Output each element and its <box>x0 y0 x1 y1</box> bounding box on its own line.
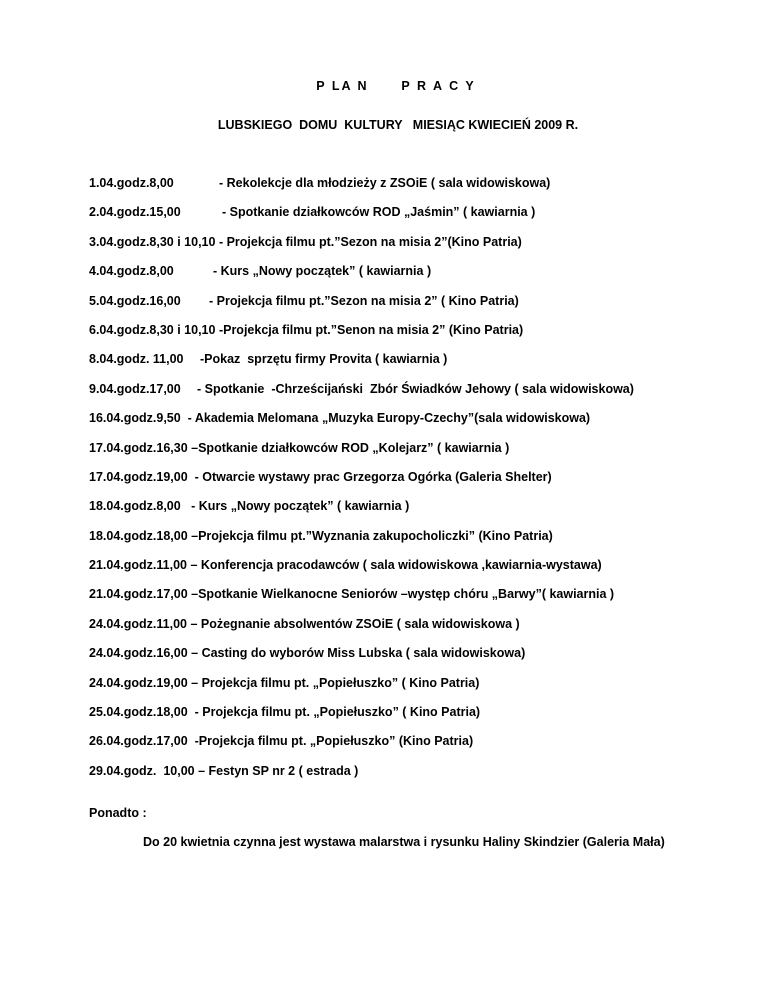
schedule-entry <box>89 382 634 411</box>
entry-date: 26.04.godz.17,00 <box>89 734 195 749</box>
schedule-entry <box>89 705 634 734</box>
schedule-entry <box>89 764 634 793</box>
entry-date: 3.04.godz.8,30 i 10,10 <box>89 234 219 249</box>
entry-date: 18.04.godz.18,00 <box>89 528 192 543</box>
entry-date: 21.04.godz.17,00 <box>89 587 192 602</box>
entry-description: -Projekcja filmu pt.”Senon na misia 2” (Kino Patria) <box>218 322 524 337</box>
schedule-entry <box>89 499 634 528</box>
entry-description: - Akademia Melomana „Muzyka Europy-Czechy”(sala widowiskowa) <box>187 411 591 426</box>
entry-description: –Spotkanie Wielkanocne Seniorów –występ chóru „Barwy”( kawiarnia ) <box>191 587 615 602</box>
schedule-entry <box>89 734 634 763</box>
entry-description: - Kurs „Nowy początek” ( kawiarnia ) <box>191 499 410 514</box>
entry-description: – Festyn SP nr 2 ( estrada ) <box>198 763 359 778</box>
entry-description: - Rekolekcje dla młodzieży z ZSOiE ( sala widowiskowa) <box>219 176 551 190</box>
entry-description: – Konferencja pracodawców ( sala widowiskowa ,kawiarnia-wystawa) <box>190 558 602 573</box>
entry-description: –Projekcja filmu pt.”Wyznania zakupocholiczki” (Kino Patria) <box>191 528 553 543</box>
entry-description: –Spotkanie działkowców ROD „Kolejarz” ( kawiarnia ) <box>191 440 510 455</box>
schedule-entry <box>89 676 634 705</box>
entry-date: 4.04.godz.8,00 <box>89 264 174 279</box>
entry-date: 18.04.godz.8,00 <box>89 499 192 514</box>
entry-date: 9.04.godz.17,00 <box>89 381 181 396</box>
entry-date: 8.04.godz. 11,00 <box>89 352 184 367</box>
schedule-entry <box>89 352 634 381</box>
entry-date: 2.04.godz.15,00 <box>89 205 181 220</box>
entry-description: - Projekcja filmu pt. „Popiełuszko” ( Kino Patria) <box>194 705 481 720</box>
entry-date: 25.04.godz.18,00 <box>89 705 195 720</box>
schedule-entry <box>89 646 634 675</box>
entry-description: – Pożegnanie absolwentów ZSOiE ( sala widowiskowa ) <box>190 616 520 631</box>
entry-date: 24.04.godz.16,00 <box>89 646 192 661</box>
document-subtitle: LUBSKIEGO DOMU KULTURY MIESIĄC KWIECIEŃ 2009 R. <box>217 118 579 132</box>
entry-description: - Projekcja filmu pt.”Sezon na misia 2” ( Kino Patria) <box>209 293 519 308</box>
entry-date: 16.04.godz.9,50 <box>89 411 188 426</box>
schedule-entry <box>89 294 634 323</box>
schedule-entry <box>89 411 634 440</box>
entry-date: 17.04.godz.19,00 <box>89 469 195 484</box>
entry-description: – Casting do wyborów Miss Lubska ( sala widowiskowa) <box>191 646 526 661</box>
schedule-entry <box>89 441 634 470</box>
entry-date: 6.04.godz.8,30 i 10,10 <box>89 322 219 337</box>
schedule-entry <box>89 617 634 646</box>
entry-description: -Pokaz sprzętu firmy Provita ( kawiarnia ) <box>200 352 448 367</box>
schedule-entry <box>89 529 634 558</box>
entry-description: – Projekcja filmu pt. „Popiełuszko” ( Kino Patria) <box>191 675 480 690</box>
entry-description: - Otwarcie wystawy prac Grzegorza Ogórka (Galeria Shelter) <box>194 469 552 484</box>
schedule-entry <box>89 587 634 616</box>
schedule-entry <box>89 235 634 264</box>
entry-date: 21.04.godz.11,00 <box>89 558 191 573</box>
entry-date: 17.04.godz.16,30 <box>89 440 192 455</box>
entry-date: 24.04.godz.11,00 <box>89 616 191 631</box>
entry-date: 24.04.godz.19,00 <box>89 675 192 690</box>
entry-date: 1.04.godz.8,00 <box>89 176 174 190</box>
schedule-list <box>89 176 634 793</box>
entry-description: - Spotkanie -Chrześcijański Zbór Świadków Jehowy ( sala widowiskowa) <box>197 381 634 396</box>
schedule-entry <box>89 205 634 234</box>
entry-description: - Projekcja filmu pt.”Sezon na misia 2”(Kino Patria) <box>218 234 522 249</box>
schedule-entry <box>89 558 634 587</box>
schedule-entry <box>89 470 634 499</box>
schedule-entry <box>89 176 634 205</box>
entry-date: 29.04.godz. 10,00 <box>89 763 199 778</box>
document-title: P LA N P R A C Y <box>316 79 476 93</box>
schedule-entry <box>89 323 634 352</box>
entry-description: -Projekcja filmu pt. „Popiełuszko” (Kino Patria) <box>194 734 474 749</box>
exhibition-note: Do 20 kwietnia czynna jest wystawa malarstwa i rysunku Haliny Skindzier (Galeria Mała) <box>143 835 665 849</box>
schedule-entry <box>89 264 634 293</box>
entry-description: - Spotkanie działkowców ROD „Jaśmin” ( kawiarnia ) <box>222 205 536 220</box>
entry-date: 5.04.godz.16,00 <box>89 293 181 308</box>
ponadto-label: Ponadto : <box>89 806 147 820</box>
entry-description: - Kurs „Nowy początek” ( kawiarnia ) <box>213 264 432 279</box>
